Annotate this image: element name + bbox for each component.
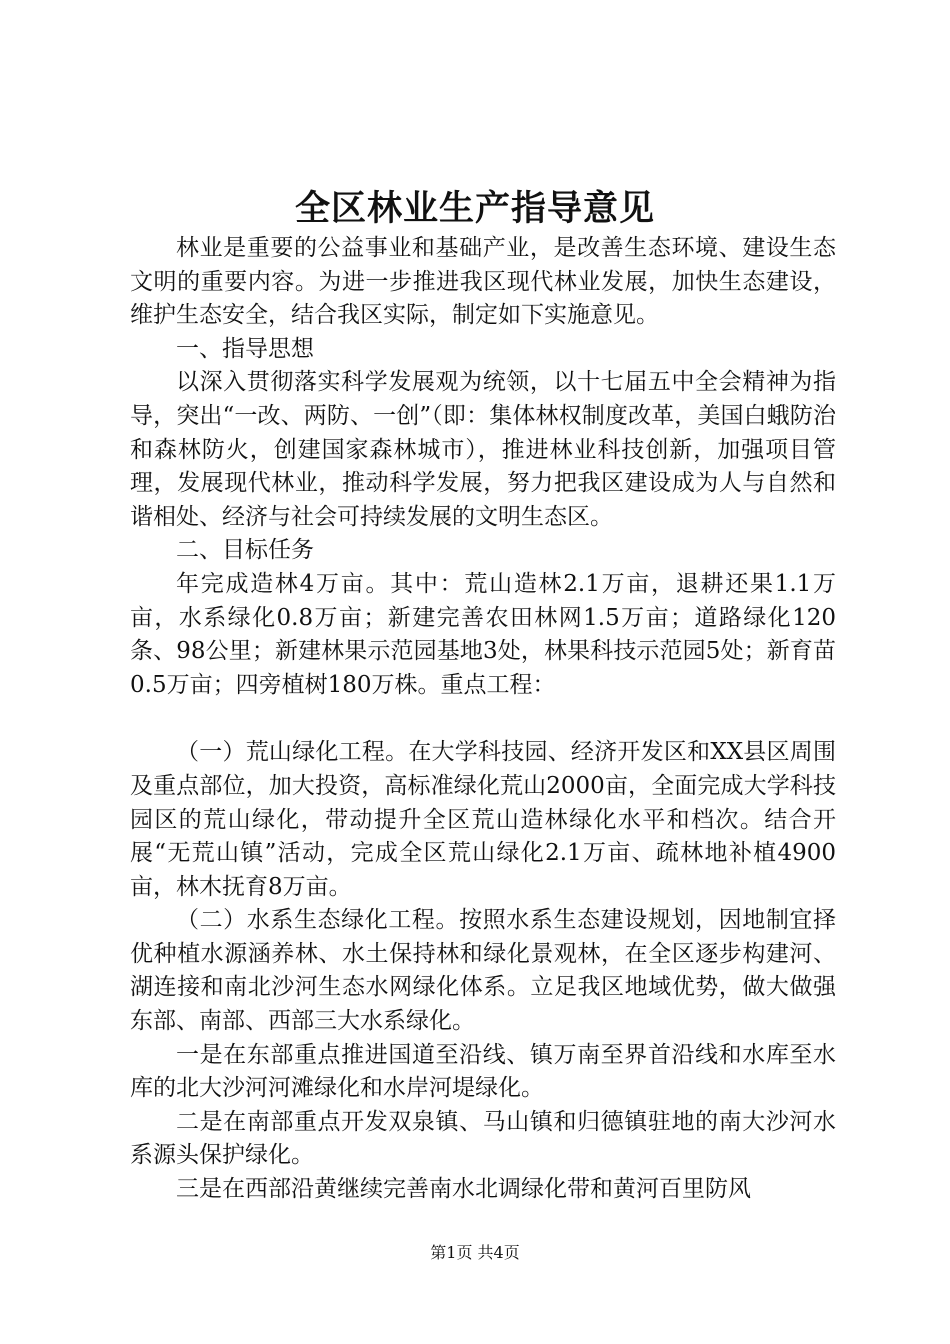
paragraph-west: 三是在西部沿黄继续完善南水北调绿化带和黄河百里防风 (176, 1176, 751, 1203)
paragraph-spacer (130, 702, 836, 736)
paragraph-project-1: （一）荒山绿化工程。在大学科技园、经济开发区和XX县区周围及重点部位，加大投资，高标准绿化荒山2000亩，全面完成大学科技园区的荒山绿化，带动提升全区荒山造林绿化水平和档次。结合开展“无荒山镇”活动，完成全区荒山绿化2.1万亩、疏林地补植4900亩，林木抚育8万亩。 (130, 739, 836, 900)
paragraph-east: 一是在东部重点推进国道至沿线、镇万南至界首沿线和水库至水库的北大沙河河滩绿化和水岸河堤绿化。 (130, 1041, 836, 1102)
page-footer: 第1页 共4页 (430, 1243, 520, 1262)
section-heading-guiding-ideology: 一、指导思想 (176, 335, 314, 362)
paragraph-goals: 年完成造林4万亩。其中：荒山造林2.1万亩，退耕还果1.1万亩，水系绿化0.8万亩；新建完善农田林网1.5万亩；道路绿化120条、98公里；新建林果示范园基地3处，林果科技示范园5处；新育苗0.5万亩；四旁植树180万株。重点工程： (130, 570, 836, 698)
paragraph-south: 二是在南部重点开发双泉镇、马山镇和归德镇驻地的南大沙河水系源头保护绿化。 (130, 1108, 836, 1169)
paragraph-guiding-ideology: 以深入贯彻落实科学发展观为统领，以十七届五中全会精神为指导，突出“一改、两防、一创”（即：集体林权制度改革，美国白蛾防治和森林防火，创建国家森林城市），推进林业科技创新，加强项目管理，发展现代林业，推动科学发展，努力把我区建设成为人与自然和谐相处、经济与社会可持续发展的文明生态区。 (130, 369, 836, 530)
paragraph-project-2: （二）水系生态绿化工程。按照水系生态建设规划，因地制宜择优种植水源涵养林、水土保持林和绿化景观林，在全区逐步构建河、湖连接和南北沙河生态水网绿化体系。立足我区地域优势，做大做强东部、南部、西部三大水系绿化。 (130, 907, 836, 1035)
section-heading-goals: 二、目标任务 (176, 537, 314, 564)
document-title: 全区林业生产指导意见 (294, 188, 655, 229)
document-body (130, 232, 836, 1207)
paragraph-intro: 林业是重要的公益事业和基础产业，是改善生态环境、建设生态文明的重要内容。为进一步推进我区现代林业发展，加快生态建设，维护生态安全，结合我区实际，制定如下实施意见。 (130, 235, 836, 329)
